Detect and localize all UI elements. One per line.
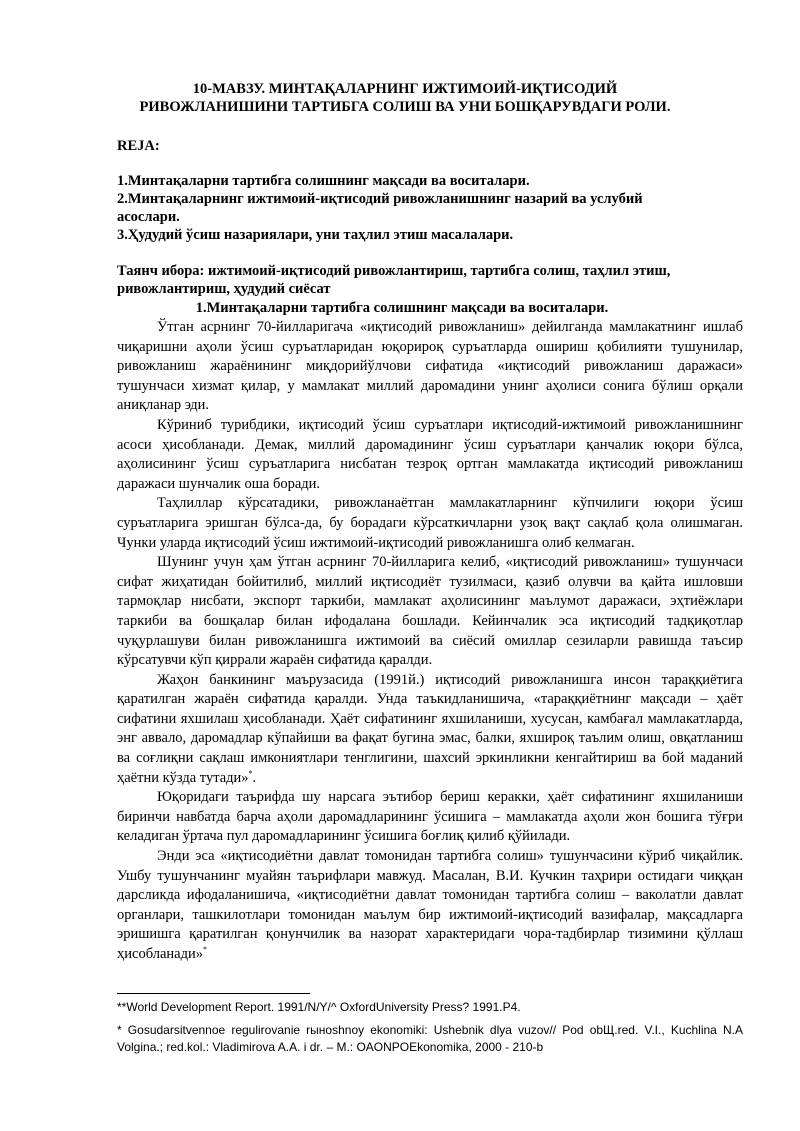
footnote-ref-2: * <box>202 945 207 955</box>
footnotes <box>117 999 743 1062</box>
body-text <box>117 318 743 965</box>
section-title: 1.Минтақаларни тартибга солишнинг мақсади ва воситалари. <box>195 300 609 316</box>
footnote-1: **World Development Report. 1991/N/Y/^ OxfordUniversity Press? 1991.P4. <box>117 1000 521 1014</box>
footnote-separator <box>117 993 310 994</box>
footnote-ref-1: * <box>248 768 253 778</box>
paragraph-6: Юқоридаги таърифда шу нарсага эътибор бериш керакки, ҳаёт сифатининг яхшиланиши биринчи навбатда барча аҳоли даромадларининг ўсишига – мамлакатда аҳоли жон бошига тўғри келадиган ўртача пул даромадларининг ўсишига боғлиқ қилиб қўйилади. <box>117 789 743 845</box>
plan-item-2: 2.Минтақаларнинг ижтимоий-иқтисодий ривожланишнинг назарий ва услубий асослари. <box>117 191 643 225</box>
paragraph-4: Шунинг учун ҳам ўтган асрнинг 70-йилларига келиб, «иқтисодий ривожланиш» тушунчаси сифат жиҳатидан бойитилиб, миллий иқтисодиёт тузилмаси, қазиб олувчи ва қайта ишловши тармоқлар нисбати, экспорт таркиби, мамлакат аҳолисининг маълумот даражаси, эҳтиёжлари таркиби ва бошқалар билан ифодалана бошлади. Кейинчалик эса иқтисодий тадқиқотлар чуқурлашуви билан ривожланишга ижтимоий ва сиёсий омиллар сезиларли равишда таъсир кўрсатувчи кўп қиррали жараён сифатида қаралди. <box>117 554 743 669</box>
plan-item-1: 1.Минтақаларни тартибга солишнинг мақсади ва воситалари. <box>117 173 530 189</box>
title-line-2: РИВОЖЛАНИШИНИ ТАРТИБГА СОЛИШ ВА УНИ БОШҚАРУВДАГИ РОЛИ. <box>139 99 671 115</box>
plan-heading: REJA: <box>117 138 160 154</box>
paragraph-7: Энди эса «иқтисодиётни давлат томонидан тартибга солиш» тушунчасини кўриб чиқайлик. Ушбу тушунчанинг муайян таърифлари мавжуд. Масалан, В.И. Кучкин таҳрири остидаги чиққан дарсликда ифодаланишича, «иқтисодиётни давлат томонидан тартибга солиш – ваколатли давлат органлари, ташкилотлари томонидан маълум бир ижтимоий-иқтисодий вазифалар, мақсадларга эришишга қаратилган қонунчилик ва назорат характеридаги чора-тадбирлар тизимини қўллаш ҳисобланади»* <box>117 848 743 962</box>
paragraph-1: Ўтган асрнинг 70-йилларигача «иқтисодий ривожланиш» дейилганда мамлакатнинг ишлаб чиқаришни аҳоли ўсиш суръатларидан юқорироқ суръатларда ошириш қобилияти тушунилар, ривожланиш жараёнининг миқдорийўлчови сифатида «иқтисодий ривожланиш даражаси» тушунчаси хизмат қилар, у мамлакат миллий даромадини унинг аҳолиси сонига бўлиш орқали аниқланар эди. <box>117 319 743 414</box>
paragraph-2: Кўриниб турибдики, иқтисодий ўсиш суръатлари иқтисодий-ижтимоий ривожланишнинг асоси ҳисобланади. Демак, миллий даромадининг ўсиш суръатлари қанчалик юқори бўлса, аҳолисининг ўсиш суръатларига нисбатан тезроқ ортган мамлакатда иқтисодий ривожланиш даражаси шунчалик оша боради. <box>117 416 743 492</box>
title-line-1: 10-МАВЗУ. МИНТАҚАЛАРНИНГ ИЖТИМОИЙ-ИҚТИСОДИЙ <box>192 81 618 97</box>
plan-list <box>117 172 687 244</box>
paragraph-5: Жаҳон банкининг маърузасида (1991й.) иқтисодий ривожланишга инсон тараққиётига қаратилган жараён сифатида қаралди. Унда таъкидланишича, «тараққиётнинг мақсади – ҳаёт сифатини яхшилаш ҳисобланади. Ҳаёт сифатининг яхшиланиши, хусусан, камбағал мамлакатларда, энг аввало, даромадлар кўпайиши ва фақат бугина эмас, балки, яхшироқ таълим олиш, овқатланиш ва соғлиқни сақлаш имкониятлари тенглигини, шахсий эркинликни кенгайтириш ва бой маданий ҳаётни кўзда тутади»*. <box>117 671 743 786</box>
plan-item-3: 3.Ҳудудий ўсиш назариялари, уни таҳлил этиш масалалари. <box>117 227 514 243</box>
document-title <box>110 80 700 116</box>
paragraph-3: Таҳлиллар кўрсатадики, ривожланаётган мамлакатларнинг кўпчилиги юқори ўсиш суръатларига эришган бўлса-да, бу борадаги кўрсаткичларни узоқ вақт сақлаб қола олишмаган. Чунки уларда иқтисодий ўсиш ижтимоий-иқтисодий ривожланишга олиб келмаган. <box>117 495 743 551</box>
keywords: Таянч ибора: ижтимоий-иқтисодий ривожлантириш, тартибга солиш, таҳлил этиш, ривожлантириш, ҳудудий сиёсат <box>117 263 671 297</box>
footnote-2: * Gosudarsitvennoe regulirovanie rынoshnoy ekonomiki: Ushebnik dlya vuzov// Pod obЩ.red. V.I., Kuchlina N.A Volgina.; red.kol.: Vladimirova A.A. i dr. – M.: OAONPOEkonomika, 2000 - 210-b <box>117 1023 743 1054</box>
